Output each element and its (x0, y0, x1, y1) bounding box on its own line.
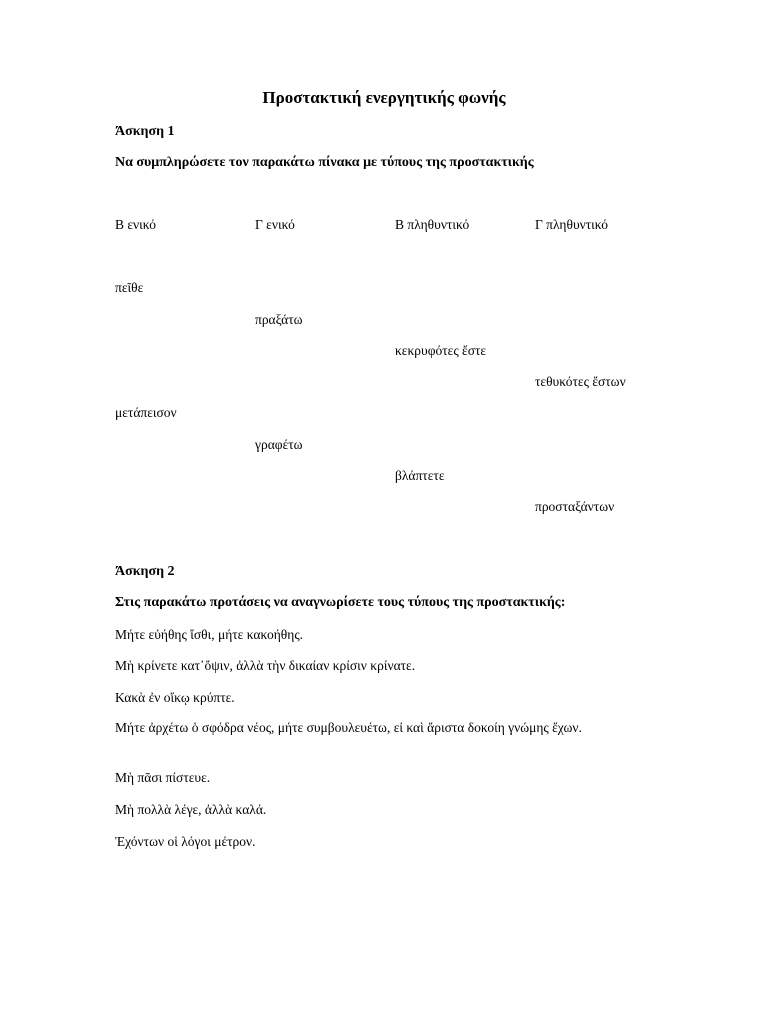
table-cell: γραφέτω (255, 437, 303, 452)
exercise-2-heading: Άσκηση 2 (115, 564, 175, 579)
table-cell: πραξάτω (255, 312, 303, 327)
table-cell: πεῖθε (115, 280, 144, 295)
sentence-item: Μήτε εὐήθης ἴσθι, μήτε κακοήθης. (115, 627, 304, 642)
exercise-1-heading: Άσκηση 1 (115, 124, 175, 139)
column-header-b-singular: Β ενικό (115, 217, 157, 232)
column-header-c-plural: Γ πληθυντικό (535, 217, 609, 232)
sentence-item: Μὴ πᾶσι πίστευε. (115, 770, 211, 785)
table-cell: βλάπτετε (395, 468, 445, 483)
table-cell: μετάπεισον (115, 405, 177, 420)
exercise-1-instruction: Να συμπληρώσετε τον παρακάτω πίνακα με τύπους της προστακτικής (115, 155, 534, 170)
exercise-2-instruction: Στις παρακάτω προτάσεις να αναγνωρίσετε τους τύπους της προστακτικής: (115, 595, 566, 610)
sentence-item: Κακὰ ἐν οἴκῳ κρύπτε. (115, 690, 235, 705)
table-cell: τεθυκότες ἔστων (535, 374, 626, 389)
column-header-c-singular: Γ ενικό (255, 217, 295, 232)
column-header-b-plural: Β πληθυντικό (395, 217, 470, 232)
sentence-item: Ἐχόντων οἱ λόγοι μέτρον. (115, 834, 256, 849)
sentence-item: Μὴ κρίνετε κατ᾽ὄψιν, ἀλλὰ τὴν δικαίαν κρίσιν κρίνατε. (115, 658, 416, 673)
document-title: Προστακτική ενεργητικής φωνής (262, 88, 506, 107)
table-cell: κεκρυφότες ἔστε (395, 343, 487, 358)
sentence-item: Μὴ πολλὰ λέγε, ἀλλὰ καλά. (115, 802, 267, 817)
table-cell: προσταξάντων (535, 499, 615, 514)
sentence-item: Μήτε ἀρχέτω ὁ σφόδρα νέος, μήτε συμβουλευέτω, εἰ καὶ ἄριστα δοκοίη γνώμης ἔχων. (115, 720, 582, 735)
